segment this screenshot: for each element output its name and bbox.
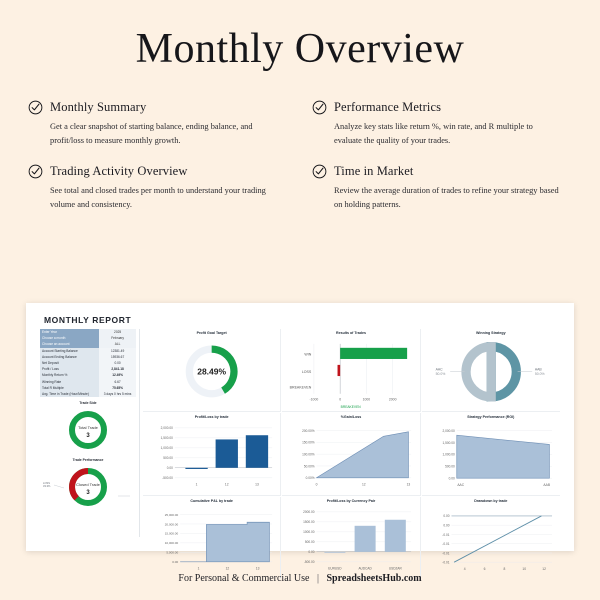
chart-title: Results of Trades (336, 331, 366, 335)
svg-text:500.00: 500.00 (305, 540, 315, 545)
loss-callout-label: LOSS (43, 482, 50, 486)
svg-text:1,500.00: 1,500.00 (160, 436, 173, 441)
metric-value: 3 days 0 hrs 5 mins (99, 391, 136, 397)
bar-label-loss: LOSS (302, 369, 312, 374)
trade-performance-title: Trade Performance (72, 458, 104, 463)
dashboard-title: MONTHLY REPORT (44, 315, 132, 325)
metric-value: 2,841.18 (99, 366, 136, 372)
svg-text:1: 1 (195, 482, 198, 487)
check-circle-icon (28, 164, 43, 179)
svg-text:4: 4 (463, 567, 466, 572)
chart-gain-loss-percent (282, 413, 420, 496)
feature-item-performance-metrics (312, 100, 574, 148)
svg-text:AAB: AAB (543, 483, 550, 488)
page-title: Monthly Overview (135, 26, 465, 72)
winning-strategy-donut (425, 336, 557, 410)
footer-brand: SpreadsheetsHub.com (326, 573, 422, 584)
selector-value[interactable]: ALL (99, 341, 136, 347)
selector-value[interactable]: 2025 (99, 329, 136, 335)
chart-drawdown-by-trade (422, 497, 560, 579)
chart-results-of-trades (282, 329, 420, 412)
dashboard-charts (140, 329, 560, 572)
chart-title: Profit Goal Target (196, 331, 227, 335)
slice-value-aab: 50.0% (534, 372, 545, 377)
svg-text:100.00%: 100.00% (302, 452, 315, 457)
feature-title: Trading Activity Overview (50, 163, 188, 178)
x-tick: 1000 (362, 397, 371, 402)
chart-title: %Gain/Loss (340, 415, 362, 420)
svg-text:0.00: 0.00 (442, 514, 450, 519)
svg-text:13: 13 (406, 482, 411, 487)
metric-label: Account Ending Balance (40, 354, 99, 360)
chart-title: Winning Strategy (476, 331, 506, 335)
chart-title: Drawdown by trade (474, 499, 508, 504)
metric-value: 75.65% (99, 385, 136, 391)
svg-text:2,000.00: 2,000.00 (160, 426, 173, 431)
trade-performance-center-label: Closed Trade (76, 482, 100, 488)
metric-label: Profit / Loss (40, 366, 99, 372)
svg-text:5,000.00: 5,000.00 (166, 550, 179, 555)
feature-item-trading-activity-overview (28, 164, 290, 212)
svg-text:10,000.00: 10,000.00 (164, 541, 179, 546)
chart-profit-loss-by-trade (143, 413, 281, 496)
feature-title: Performance Metrics (334, 100, 442, 115)
feature-list (0, 72, 600, 211)
trade-performance-center-value: 3 (86, 490, 90, 497)
svg-text:-500.00: -500.00 (162, 476, 173, 481)
currency-pair-bars (285, 504, 416, 578)
svg-text:0.00: 0.00 (166, 466, 173, 471)
chart-profit-goal-target (143, 329, 281, 412)
svg-text:AUDCAD: AUDCAD (358, 566, 373, 571)
metric-value: 6.67 (99, 379, 136, 385)
trade-performance-donut (40, 463, 136, 511)
svg-text:2,000.00: 2,000.00 (442, 429, 455, 434)
svg-text:-500.00: -500.00 (304, 560, 315, 565)
results-of-trades-bars (285, 336, 416, 410)
check-circle-icon (312, 164, 327, 179)
svg-text:1,000.00: 1,000.00 (442, 452, 455, 457)
svg-text:6: 6 (483, 567, 486, 572)
x-tick: 0 (339, 397, 342, 402)
chart-title: Cumulative P&L by trade (190, 499, 233, 504)
svg-text:0.00: 0.00 (308, 550, 315, 555)
svg-text:1,000.00: 1,000.00 (160, 446, 173, 451)
chart-title: Profit/Loss by Currency Pair (326, 499, 376, 504)
profit-loss-by-trade-bars (146, 420, 277, 494)
svg-text:-0.01: -0.01 (441, 542, 450, 547)
chart-title: Profit/Loss by trade (194, 415, 229, 420)
chart-winning-strategy (422, 329, 560, 412)
feature-description: Review the average duration of trades to refine your strategy based on holding patterns. (334, 185, 559, 209)
metric-value: 12381.49 (99, 348, 136, 354)
selector-value[interactable]: February (99, 335, 136, 341)
svg-text:25,000.00: 25,000.00 (164, 513, 179, 518)
svg-text:15,000.00: 15,000.00 (164, 531, 179, 536)
footer-separator: | (316, 573, 319, 584)
selector-label: Choose an account (40, 341, 99, 347)
trade-side-center-value: 3 (86, 433, 90, 440)
gain-loss-area (285, 420, 416, 494)
svg-text:0.00: 0.00 (442, 523, 450, 528)
svg-text:-0.01: -0.01 (441, 532, 450, 537)
feature-header (28, 100, 290, 115)
bar-label-win: WIN (304, 352, 312, 357)
trade-side-title: Trade Side (79, 401, 97, 406)
feature-header (28, 164, 290, 179)
svg-text:2000.00: 2000.00 (303, 510, 315, 515)
chart-legend: BREAKEVEN (341, 405, 361, 410)
svg-text:1: 1 (197, 566, 200, 571)
strategy-performance-area (425, 420, 557, 494)
selector-label: Choose a month (40, 335, 99, 341)
svg-text:13: 13 (255, 566, 260, 571)
svg-text:8: 8 (503, 567, 505, 572)
x-tick: 2000 (389, 397, 397, 402)
metric-label: Account Starting Balance (40, 348, 99, 354)
feature-header (312, 100, 574, 115)
check-circle-icon (312, 100, 327, 115)
dashboard-grid (40, 329, 560, 572)
feature-item-monthly-summary (28, 100, 290, 148)
slice-label-aac: AAC (435, 367, 443, 372)
svg-text:500.00: 500.00 (163, 456, 173, 461)
svg-text:200.00%: 200.00% (302, 428, 315, 433)
svg-text:500.00: 500.00 (444, 464, 455, 469)
metric-value: 12.49% (99, 372, 136, 378)
cumulative-pl-area (146, 504, 277, 578)
svg-text:USDZAR: USDZAR (389, 566, 403, 571)
chart-cumulative-pl-by-trade (143, 497, 281, 579)
trade-side-donut (40, 406, 136, 454)
dashboard-canvas (40, 311, 560, 572)
feature-item-time-in-market (312, 164, 574, 212)
svg-text:1,500.00: 1,500.00 (442, 440, 455, 445)
dashboard-left-panel (40, 329, 140, 537)
svg-text:12: 12 (225, 566, 230, 571)
dashboard-preview-card (26, 303, 574, 572)
svg-text:-0.01: -0.01 (441, 551, 450, 556)
svg-text:12: 12 (362, 482, 366, 487)
footer-usage-text: For Personal & Commercial Use (178, 573, 310, 584)
metric-value: 15936.67 (99, 354, 136, 360)
svg-text:0.00: 0.00 (172, 560, 179, 565)
footer (0, 573, 600, 584)
svg-text:20,000.00: 20,000.00 (164, 522, 179, 527)
feature-title: Monthly Summary (50, 100, 147, 115)
chart-strategy-performance-roi (422, 413, 560, 496)
svg-text:1000.00: 1000.00 (303, 530, 315, 535)
selector-label: Enter Year (40, 329, 99, 335)
svg-text:0.00: 0.00 (448, 476, 455, 481)
bar-label-breakeven: BREAKEVEN (290, 385, 312, 390)
slice-value-aac: 50.0% (435, 372, 445, 377)
svg-text:1500.00: 1500.00 (303, 520, 315, 525)
chart-profit-loss-by-currency-pair (282, 497, 420, 579)
loss-callout-value: 33.3% (43, 485, 51, 489)
metric-value: 0.00 (99, 360, 136, 366)
x-tick: -1000 (309, 397, 319, 402)
feature-header (312, 164, 574, 179)
trade-side-center-label: Total Trade (78, 425, 98, 431)
check-circle-icon (28, 100, 43, 115)
svg-text:0: 0 (315, 482, 318, 487)
feature-description: Analyze key stats like return %, win rate, and R multiple to evaluate the quality of your trades. (334, 122, 533, 146)
metric-label: Total R Multiple (40, 385, 99, 391)
chart-title: Strategy Performance (ROI) (467, 415, 515, 420)
svg-text:150.00%: 150.00% (302, 440, 315, 445)
svg-text:EURUSD: EURUSD (328, 566, 342, 571)
summary-table (40, 329, 136, 397)
profit-goal-value: 28.49% (197, 366, 227, 377)
profit-goal-gauge (146, 336, 277, 410)
svg-text:10: 10 (522, 567, 526, 572)
metric-label: Monthly Return % (40, 372, 99, 378)
metric-label: Winning Rate (40, 379, 99, 385)
metric-label: Net Deposit (40, 360, 99, 366)
metric-label: Avg. Time in Trade (Hour/Minute) (40, 391, 99, 397)
slice-label-aab: AAB (534, 367, 542, 372)
svg-text:-0.01: -0.01 (441, 560, 450, 565)
feature-description: Get a clear snapshot of starting balance, ending balance, and profit/loss to measure monthly growth. (50, 122, 253, 146)
svg-text:12: 12 (541, 567, 546, 572)
svg-text:0.00%: 0.00% (305, 476, 315, 481)
drawdown-line (425, 504, 557, 578)
feature-title: Time in Market (334, 163, 414, 178)
metric-row (40, 391, 136, 397)
feature-description: See total and closed trades per month to understand your trading volume and consistency. (50, 185, 266, 209)
svg-text:12: 12 (224, 482, 229, 487)
svg-text:13: 13 (255, 482, 259, 487)
svg-text:50.00%: 50.00% (304, 464, 315, 469)
svg-text:AAC: AAC (456, 483, 464, 488)
